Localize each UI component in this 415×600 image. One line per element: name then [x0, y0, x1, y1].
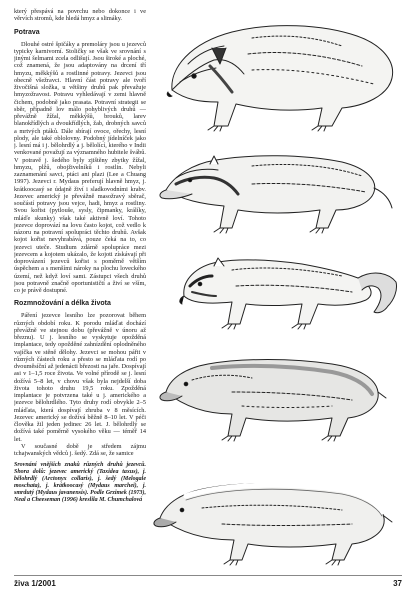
magazine-issue: živa 1/2001: [14, 579, 56, 588]
page-footer: [14, 579, 402, 593]
reproduction-paragraph: Páření jezevce lesního lze pozorovat během různých období roku. K porodu mláďat dochází převážně ve stejnou dobu (převážně v únoru až březnu). U j. lesního se vyskytuje opožděná implantace, tedy opožděné zahnízdění oplodněného vajíčka ve stěně dělohy. Jezevci se mohou pářit v různých částech roku a přesto se mláďata rodí po dvouměsíční až jedenácti březosti na jaře. Dospívají asi v 1–1,5 roce života. Ve volné přírodě se j. lesní dožívá 5–8 let, v chovu však byla nejdelší doba života tohoto druhu 19,5 roku. Zpožděná implantace je potvrzena také u j. amerického a jezevce bělohrdlého. Tyto druhy rodí obvykle 2–5 mláďata, která dospívají zhruba v 8 měsících. Jezevec americký se dožívá běžně 8–10 let. V péči člověka žil jeden jedinec 26 let. J. bělohrdlý se dožívá také poměrně vysokého věku — téměř 14 let.: [14, 312, 146, 443]
reproduction-paragraph-2: V současné době je středem zájmu tchajwanských vědců j. šedý. Zdá se, že samice: [14, 442, 146, 457]
badger-drawings: [152, 8, 402, 568]
section-heading-reproduction: Rozmnožování a délka života: [14, 300, 111, 308]
american-badger-drawing: [167, 26, 392, 131]
palawan-stink-badger-drawing: [160, 360, 386, 442]
footer-rule: [14, 575, 402, 576]
section-heading-food: Potrava: [14, 28, 40, 36]
text-column: [14, 8, 146, 568]
food-paragraph: Dlouhé ostré špičáky a premoláry jsou u jezevců typicky karnivorní. Stoličky se však ve srovnání s jinými šelmami zcela odlišují. Jsou široké a ploché, což znamená, že jsou adaptovány na drcení tří hmyzu, měkkýšů a rostlinné potravy. Jezevci jsou obecně všežravci. Hlavní část potravy ale tvoří živočišná složka, u většiny druhů pak převažuje hmyzožravost. Potravu vyhledávají v zemi hlavně čichem, podobně jako prasata. Potravní strategii se sběr, případně lov málo pohyblivých druhů — převážně žížal, měkkýšů, brouků, larev blanokřídlých a dvoukřídlých, žab, drobných savců a mrtvých ptáků. Dále sbírají ovoce, ořechy, lesní plody, ale také oblolovny. Podobný jídelníček jako j. lesní má i j. bělohrdlý a j. bělolící, kterého v Indii venkované považují za významného hubitele švábů. V potravě j. šedého byly zjištěny zbytky žížal, hmyzu, plžů, obojživelníků i rostlin. Nebyli zaznamenání savci, ptáci ani plazi (Lee a Chuang 1997). Jezevci r. Mydaus preferují hlavně hmyz, j. krátkoocasý se údajně živí i sladkovodními krabv. Jezevec americký je převážně masožravý sběrač, součástí potravy jsou vejce, hadi, hmyz a rostliny. Svou kořist (pytlouše, sysly, čipmanky, králíky, mláďe skunky) však také aktivně loví. Tohoto jezevce doprovází na lovu často kojot, což vedlo k názoru na potravní spolupráci těchto druhů. Avšak kojot kořist nevyhrabává, pouze čeká na to, co jezevci uteče. Studium zdárně spolupráce mezi jezevcem a kojotem ukázalo, že kojoti získávají při doprovázení jezevců kořist s poměrně větším úspěchem a s menšími nároky na plochu loveckého území, než když loví sami. Zástupci všech druhů jsou potravně značně oportunističtí a živí se vším, co je právě dostupné.: [14, 40, 146, 294]
badger-illustration-plate: [152, 8, 402, 568]
ferret-badger-drawing: [180, 258, 397, 329]
figure-caption: Srovnání vnějších znaků různých druhů jezevců. Shora dolů: jezevec americký (Taxidea taxus), j. bělohrdlý (Arctonyx collaris), j. šedý (Melogale moschata), j. krátkoocasý (Mydaus marchei), j. smrdutý (Mydaus javanensis). Podle Grzimek (1973), Neal a Cheeseman (1996) kreslila M. Chumchalová: [14, 462, 146, 504]
hog-badger-drawing: [160, 156, 392, 233]
sunda-stink-badger-drawing: [154, 484, 392, 566]
page-number: 37: [393, 579, 402, 588]
intro-paragraph: který přespává na povrchu nebo dokonce i ve věrvích stromů, kde hledá hmyz a slimáky.: [14, 8, 146, 23]
